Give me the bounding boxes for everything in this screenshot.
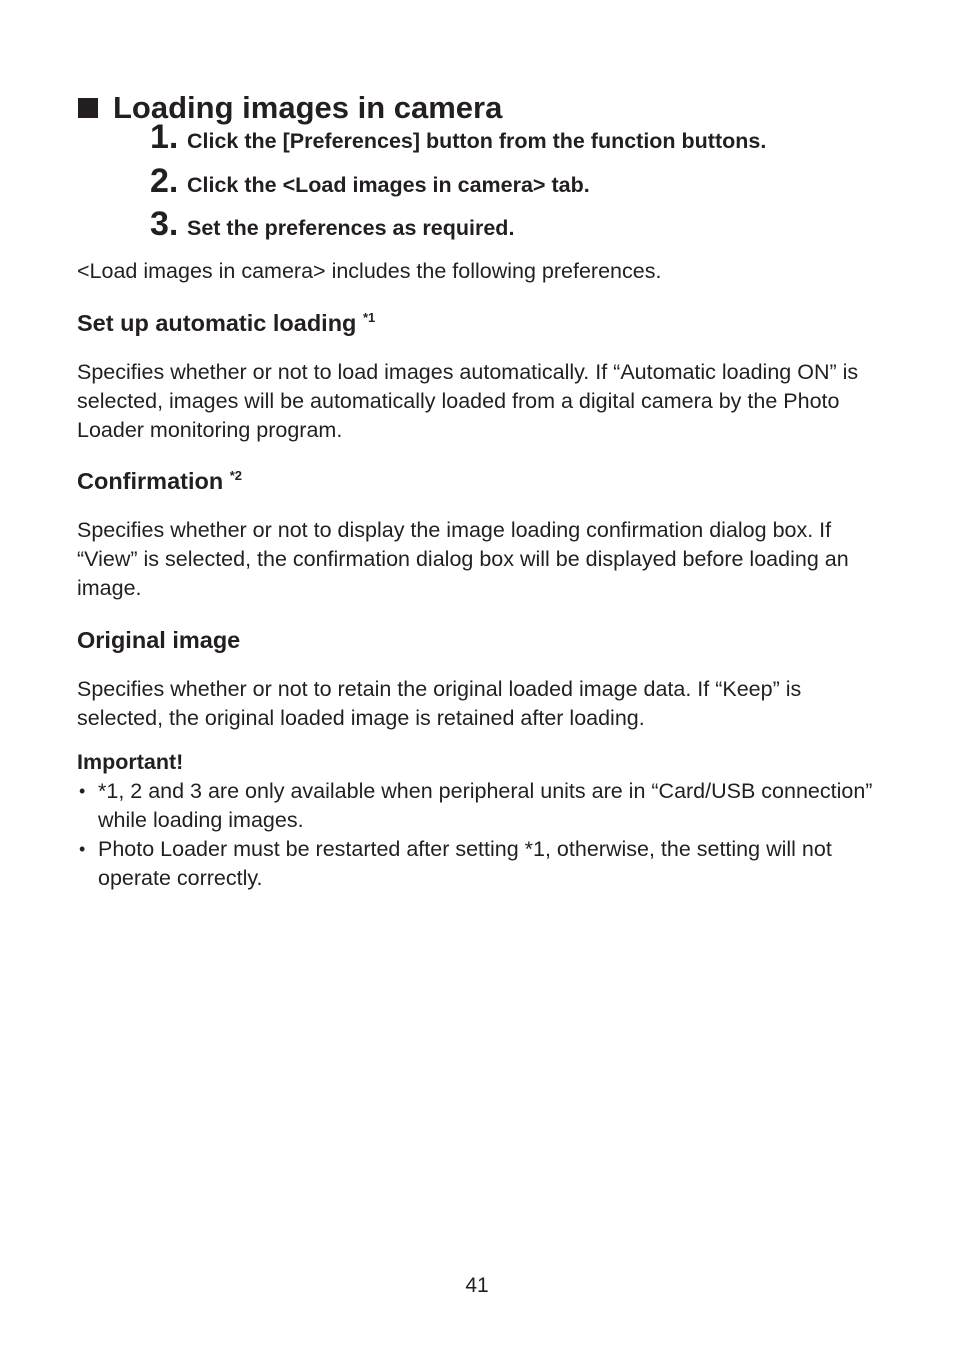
step-text: Click the [Preferences] button from the function buttons. (187, 129, 767, 153)
step-text: Click the <Load images in camera> tab. (187, 172, 590, 197)
confirmation-description: Specifies whether or not to display the image loading confirmation dialog box. If “View” is selected, the confirmation dialog box will be displayed before loading an image. (77, 518, 849, 600)
automatic-loading-description: Specifies whether or not to load images automatically. If “Automatic loading ON” is selected, images will be automatically loaded from a digital camera by the Photo Loader monitoring program. (77, 360, 859, 442)
intro-paragraph: <Load images in camera> includes the following preferences. (77, 259, 662, 283)
important-label: Important! (77, 750, 184, 774)
square-bullet-icon (78, 98, 98, 118)
heading-text: Original image (77, 627, 241, 653)
step-item (150, 161, 766, 205)
heading-text: Set up automatic loading (77, 310, 363, 336)
bullet-text: *1, 2 and 3 are only available when peripheral units are in “Card/USB connection” while loading images. (98, 779, 873, 832)
bullet-text: Photo Loader must be restarted after setting *1, otherwise, the setting will not operate correctly. (98, 837, 832, 890)
section-title-text: Loading images in camera (113, 89, 503, 125)
footnote-mark: *1 (362, 310, 376, 325)
list-item (77, 777, 877, 835)
bullet-dot-icon: • (79, 781, 86, 801)
step-item (150, 204, 766, 248)
step-number: 2. (150, 161, 179, 200)
heading-automatic-loading (77, 308, 375, 338)
step-number: 3. (150, 205, 179, 243)
step-number: 1. (150, 118, 179, 156)
heading-confirmation (77, 466, 242, 496)
important-bullet-list (77, 777, 877, 893)
original-image-description: Specifies whether or not to retain the original loaded image data. If “Keep” is selected, the original loaded image is retained after loading. (77, 677, 802, 730)
list-item (77, 835, 877, 893)
heading-text: Confirmation (77, 468, 230, 494)
step-item (150, 117, 766, 161)
bullet-dot-icon: • (79, 839, 86, 859)
footnote-mark: *2 (229, 468, 243, 483)
heading-original-image (77, 625, 240, 655)
page-number: 41 (465, 1274, 489, 1297)
step-list (150, 117, 766, 248)
step-text: Set the preferences as required. (187, 216, 515, 240)
